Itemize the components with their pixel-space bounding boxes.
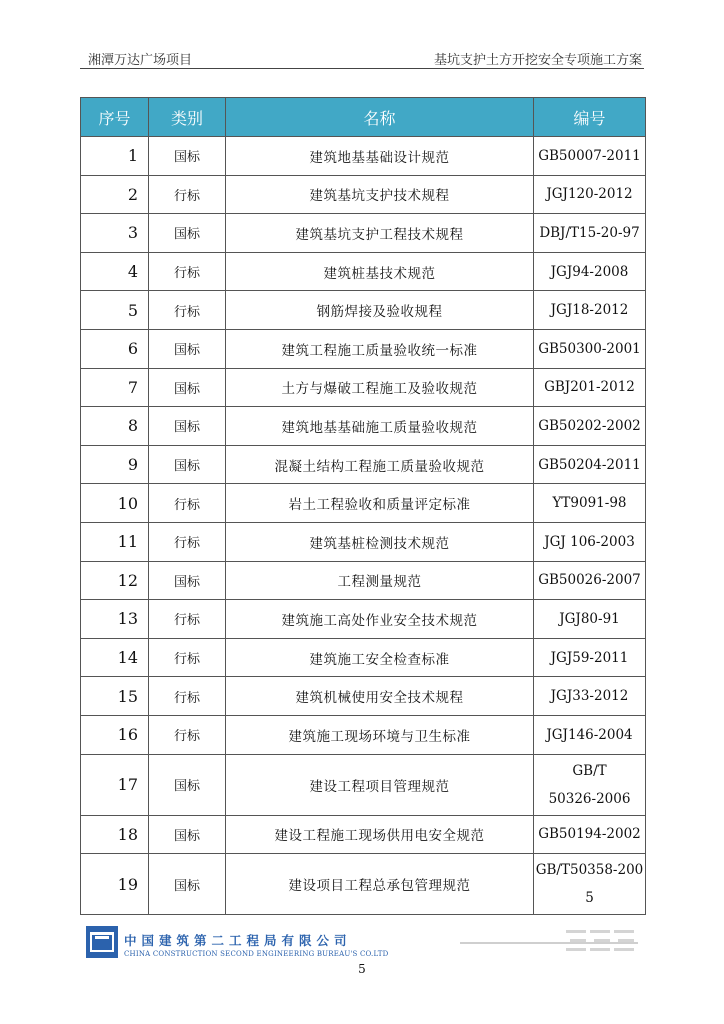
row-code: GB50300-2001 [534,329,646,368]
table-row [81,407,646,446]
row-code-line-2: 5 [585,890,594,907]
table-row [81,445,646,484]
table-row [81,754,646,815]
row-number: 12 [81,561,149,600]
row-category: 国标 [149,854,226,915]
column-header-code: 编号 [534,98,646,137]
row-name: 建筑基桩检测技术规范 [226,522,534,561]
row-category: 行标 [149,175,226,214]
table-header-row [81,98,646,137]
row-code: JGJ33-2012 [534,677,646,716]
row-code-line-1: GB/T50358-200 [535,862,644,879]
column-header-category: 类别 [149,98,226,137]
column-header-number: 序号 [81,98,149,137]
row-number: 3 [81,214,149,253]
row-name: 钢筋焊接及验收规程 [226,291,534,330]
row-category: 国标 [149,329,226,368]
table-row [81,677,646,716]
standards-table [80,97,646,915]
row-code: JGJ18-2012 [534,291,646,330]
row-category: 行标 [149,677,226,716]
row-category: 国标 [149,137,226,176]
header-divider [80,68,644,69]
row-category: 行标 [149,600,226,639]
column-header-name: 名称 [226,98,534,137]
row-code: JGJ146-2004 [534,715,646,754]
table-row [81,638,646,677]
row-number: 5 [81,291,149,330]
row-number: 19 [81,854,149,915]
row-name: 建筑基坑支护技术规程 [226,175,534,214]
row-code [534,854,646,915]
row-category: 国标 [149,815,226,854]
cscec-logo-icon [86,926,118,958]
company-name-english: CHINA CONSTRUCTION SECOND ENGINEERING BUREAU'S CO.LTD [124,950,389,958]
row-name: 建筑工程施工质量验收统一标准 [226,329,534,368]
table-row [81,137,646,176]
table-row [81,484,646,523]
row-code [534,754,646,815]
row-category: 国标 [149,445,226,484]
row-code: GBJ201-2012 [534,368,646,407]
table-row [81,214,646,253]
row-number: 17 [81,754,149,815]
row-number: 9 [81,445,149,484]
footer-decoration-icon [566,928,636,954]
row-number: 7 [81,368,149,407]
row-name: 岩土工程验收和质量评定标准 [226,484,534,523]
row-code: JGJ80-91 [534,600,646,639]
row-category: 国标 [149,754,226,815]
row-name: 建筑施工现场环境与卫生标准 [226,715,534,754]
row-name: 建筑基坑支护工程技术规程 [226,214,534,253]
table-row [81,368,646,407]
row-code: JGJ59-2011 [534,638,646,677]
row-category: 国标 [149,368,226,407]
row-number: 15 [81,677,149,716]
row-category: 国标 [149,214,226,253]
table-row [81,291,646,330]
row-category: 国标 [149,407,226,446]
row-code: YT9091-98 [534,484,646,523]
row-number: 13 [81,600,149,639]
project-name: 湘潭万达广场项目 [88,53,193,68]
table-row [81,329,646,368]
table-row [81,252,646,291]
table-row [81,815,646,854]
row-code-line-2: 50326-2006 [548,790,631,807]
row-code-line-1: GB/T [572,762,607,779]
row-category: 行标 [149,252,226,291]
row-number: 8 [81,407,149,446]
table-row [81,522,646,561]
table-row [81,561,646,600]
row-name: 建筑机械使用安全技术规程 [226,677,534,716]
row-name: 建设项目工程总承包管理规范 [226,854,534,915]
row-code: DBJ/T15-20-97 [534,214,646,253]
row-code: GB50194-2002 [534,815,646,854]
row-number: 18 [81,815,149,854]
row-number: 10 [81,484,149,523]
company-name-chinese: 中国建筑第二工程局有限公司 [124,933,352,948]
row-name: 建设工程施工现场供用电安全规范 [226,815,534,854]
row-name: 建筑地基基础设计规范 [226,137,534,176]
row-number: 11 [81,522,149,561]
row-code: GB50202-2002 [534,407,646,446]
row-category: 行标 [149,522,226,561]
row-number: 1 [81,137,149,176]
row-name: 混凝土结构工程施工质量验收规范 [226,445,534,484]
row-code: GB50026-2007 [534,561,646,600]
table-row [81,854,646,915]
row-name: 工程测量规范 [226,561,534,600]
row-code: JGJ94-2008 [534,252,646,291]
row-code: GB50007-2011 [534,137,646,176]
row-name: 土方与爆破工程施工及验收规范 [226,368,534,407]
row-name: 建筑地基基础施工质量验收规范 [226,407,534,446]
row-code: JGJ120-2012 [534,175,646,214]
table-row [81,600,646,639]
row-category: 行标 [149,484,226,523]
table-row [81,715,646,754]
table-row [81,175,646,214]
page-number: 5 [358,962,366,976]
row-number: 14 [81,638,149,677]
row-name: 建设工程项目管理规范 [226,754,534,815]
row-name: 建筑施工安全检查标准 [226,638,534,677]
row-category: 国标 [149,561,226,600]
row-category: 行标 [149,291,226,330]
document-title: 基坑支护土方开挖安全专项施工方案 [433,53,642,68]
logo-frame [90,932,114,952]
row-code: JGJ 106-2003 [534,522,646,561]
row-category: 行标 [149,715,226,754]
row-code: GB50204-2011 [534,445,646,484]
row-name: 建筑施工高处作业安全技术规范 [226,600,534,639]
row-number: 4 [81,252,149,291]
row-number: 2 [81,175,149,214]
logo-bar [95,936,109,939]
row-number: 16 [81,715,149,754]
row-category: 行标 [149,638,226,677]
page-header [80,45,644,67]
row-number: 6 [81,329,149,368]
row-name: 建筑桩基技术规范 [226,252,534,291]
